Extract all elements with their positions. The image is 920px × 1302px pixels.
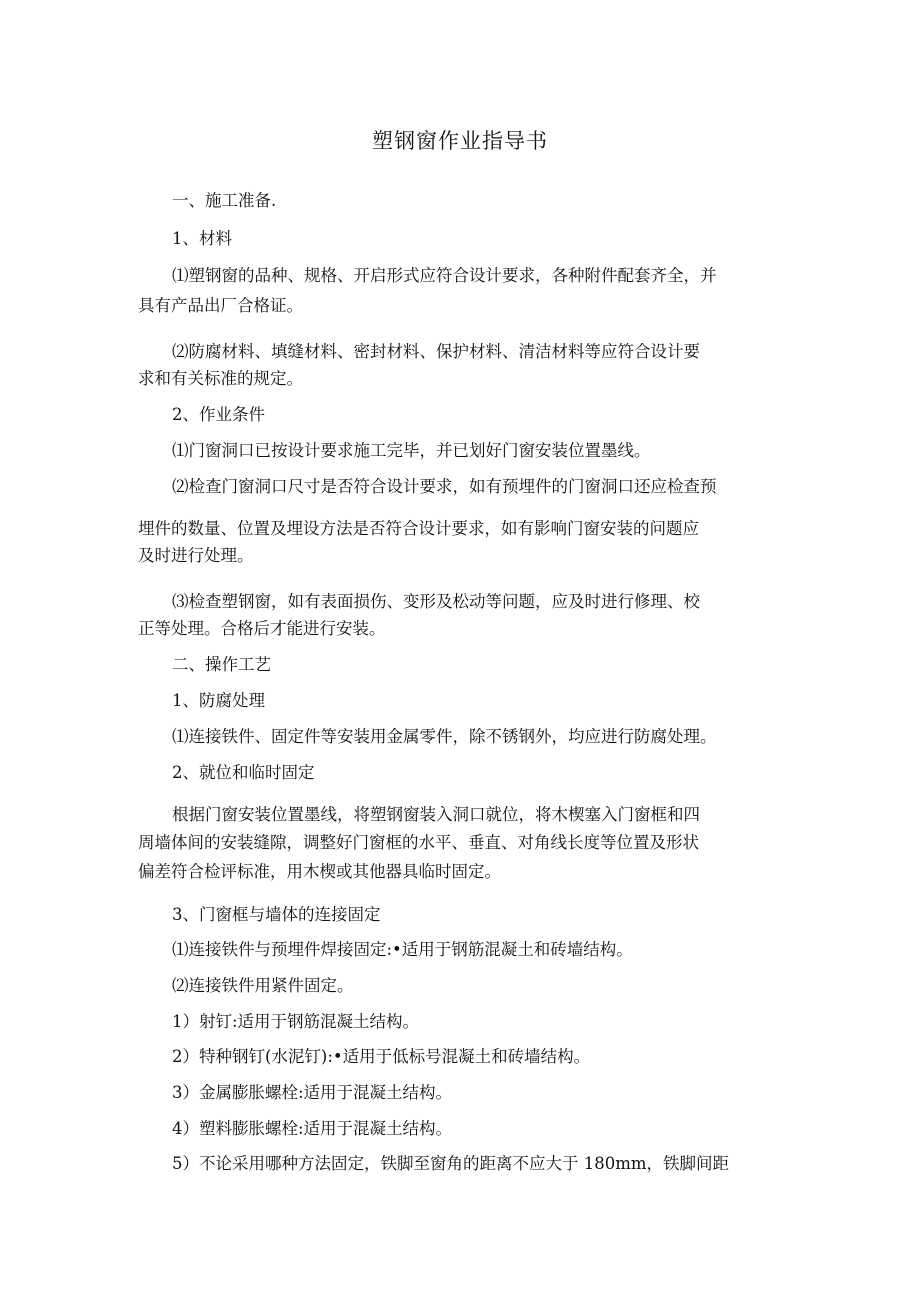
paragraph-line: 根据门窗安装位置墨线，将塑钢窗装入洞口就位，将木楔塞入门窗框和四 bbox=[172, 805, 700, 824]
paragraph-line: 及时进行处理。 bbox=[138, 546, 254, 565]
paragraph-line: ⑵连接铁件用紧件固定。 bbox=[172, 976, 354, 995]
paragraph-line: ⑵防腐材料、填缝材料、密封材料、保护材料、清洁材料等应符合设计要 bbox=[172, 342, 700, 361]
document-title: 塑钢窗作业指导书 bbox=[372, 129, 548, 153]
subsection-heading-conditions: 2、作业条件 bbox=[172, 405, 265, 424]
subsection-heading-positioning: 2、就位和临时固定 bbox=[172, 763, 315, 782]
paragraph-line: 周墙体间的安装缝隙，调整好门窗框的水平、垂直、对角线长度等位置及形状 bbox=[138, 833, 699, 852]
list-item: 5）不论采用哪种方法固定，铁脚至窗角的距离不应大于 180mm，铁脚间距 bbox=[172, 1154, 730, 1173]
paragraph-line: 正等处理。合格后才能进行安装。 bbox=[138, 619, 386, 638]
paragraph-line: ⑵检查门窗洞口尺寸是否符合设计要求，如有预埋件的门窗洞口还应检查预 bbox=[172, 477, 717, 496]
list-item: 3）金属膨胀螺栓:适用于混凝土结构。 bbox=[172, 1083, 453, 1102]
subsection-heading-materials: 1、材料 bbox=[172, 229, 232, 248]
subsection-heading-frame-fixing: 3、门窗框与墙体的连接固定 bbox=[172, 905, 381, 924]
paragraph-line: ⑴门窗洞口已按设计要求施工完毕，并已划好门窗安装位置墨线。 bbox=[172, 441, 651, 460]
paragraph-line: 求和有关标准的规定。 bbox=[138, 369, 303, 388]
paragraph-line: ⑴连接铁件、固定件等安装用金属零件，除不锈钢外，均应进行防腐处理。 bbox=[172, 727, 717, 746]
paragraph-line: 埋件的数量、位置及埋设方法是否符合设计要求，如有影响门窗安装的问题应 bbox=[138, 519, 699, 538]
paragraph-line: 偏差符合检评标准，用木楔或其他器具临时固定。 bbox=[138, 862, 501, 881]
section-heading-prep: 一、施工准备. bbox=[172, 191, 277, 210]
paragraph-line: ⑴塑钢窗的品种、规格、开启形式应符合设计要求，各种附件配套齐全，并 bbox=[172, 266, 717, 285]
subsection-heading-anticorrosion: 1、防腐处理 bbox=[172, 691, 265, 710]
paragraph-line: ⑶检查塑钢窗，如有表面损伤、变形及松动等问题，应及时进行修理、校 bbox=[172, 592, 700, 611]
paragraph-line: 具有产品出厂合格证。 bbox=[138, 296, 303, 315]
list-item: 4）塑料膨胀螺栓:适用于混凝土结构。 bbox=[172, 1119, 453, 1138]
paragraph-line: ⑴连接铁件与预埋件焊接固定:•适用于钢筋混凝土和砖墙结构。 bbox=[172, 940, 633, 959]
list-item: 2）特种钢钉(水泥钉):•适用于低标号混凝土和砖墙结构。 bbox=[172, 1047, 591, 1066]
list-item: 1）射钉:适用于钢筋混凝土结构。 bbox=[172, 1012, 420, 1031]
section-heading-process: 二、操作工艺 bbox=[172, 655, 271, 674]
